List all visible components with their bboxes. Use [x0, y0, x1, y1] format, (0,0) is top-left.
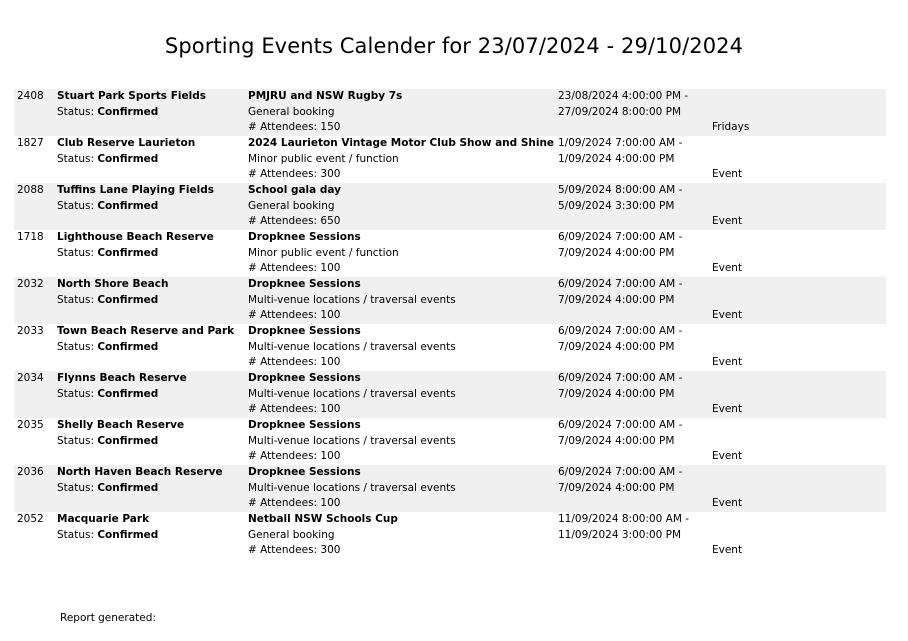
status-label: Status: — [57, 434, 98, 447]
end-datetime: 11/09/2024 3:00:00 PM — [558, 528, 682, 541]
start-datetime: 1/09/2024 7:00:00 AM - — [558, 137, 683, 149]
booking-type: Multi-venue locations / traversal events — [248, 293, 456, 306]
venue-name: North Shore Beach — [57, 278, 169, 290]
event-type: Event — [712, 403, 743, 415]
event-name: 2024 Laurieton Vintage Motor Club Show and Shine — [248, 137, 555, 149]
event-name: PMJRU and NSW Rugby 7s — [248, 90, 403, 102]
status-label: Status: — [57, 481, 98, 494]
venue-name: Town Beach Reserve and Park — [57, 325, 235, 337]
events-table — [14, 89, 886, 559]
event-name: Netball NSW Schools Cup — [248, 513, 398, 525]
event-type: Fridays — [712, 121, 750, 133]
venue-name: Flynns Beach Reserve — [57, 372, 187, 384]
event-type: Event — [712, 497, 743, 509]
event-cell — [248, 136, 554, 183]
venue-name: Shelly Beach Reserve — [57, 419, 185, 431]
table-row — [14, 324, 886, 371]
event-name: School gala day — [248, 184, 342, 196]
attendees: # Attendees: 300 — [248, 544, 341, 557]
status-label: Status: — [57, 340, 98, 353]
attendees: # Attendees: 100 — [248, 309, 341, 322]
date-cell — [558, 277, 682, 308]
event-type: Event — [712, 262, 743, 274]
status-value: Confirmed — [97, 246, 159, 259]
status-label: Status: — [57, 199, 98, 212]
event-id: 2035 — [17, 419, 44, 431]
booking-type: General booking — [248, 199, 335, 212]
event-type: Event — [712, 215, 743, 227]
status-value: Confirmed — [97, 481, 159, 494]
event-cell — [248, 324, 456, 371]
venue-name: Stuart Park Sports Fields — [57, 90, 206, 102]
status-line — [57, 481, 223, 497]
booking-type: General booking — [248, 105, 335, 118]
start-datetime: 6/09/2024 7:00:00 AM - — [558, 466, 683, 478]
status-value: Confirmed — [97, 434, 159, 447]
table-row — [14, 277, 886, 324]
venue-cell — [57, 89, 206, 120]
table-row — [14, 465, 886, 512]
status-line — [57, 293, 168, 309]
status-value: Confirmed — [97, 528, 159, 541]
venue-name: Tuffins Lane Playing Fields — [57, 184, 215, 196]
status-line — [57, 246, 214, 262]
start-datetime: 23/08/2024 4:00:00 PM - — [558, 90, 689, 102]
attendees: # Attendees: 100 — [248, 450, 341, 463]
event-name: Dropknee Sessions — [248, 466, 361, 478]
end-datetime: 7/09/2024 4:00:00 PM — [558, 481, 675, 494]
event-type: Event — [712, 450, 743, 462]
venue-cell — [57, 465, 223, 496]
attendees: # Attendees: 100 — [248, 356, 341, 369]
date-cell — [558, 89, 688, 120]
event-name: Dropknee Sessions — [248, 325, 361, 337]
start-datetime: 6/09/2024 7:00:00 AM - — [558, 325, 683, 337]
status-label: Status: — [57, 105, 98, 118]
date-cell — [558, 418, 682, 449]
end-datetime: 7/09/2024 4:00:00 PM — [558, 293, 675, 306]
report-title: Sporting Events Calender for 23/07/2024 - 29/10/2024 — [164, 34, 744, 58]
end-datetime: 1/09/2024 4:00:00 PM — [558, 152, 675, 165]
status-line — [57, 199, 214, 215]
date-cell — [558, 136, 682, 167]
event-id: 2408 — [17, 90, 44, 102]
date-cell — [558, 183, 682, 214]
event-cell — [248, 183, 341, 230]
event-id: 2034 — [17, 372, 44, 384]
start-datetime: 11/09/2024 8:00:00 AM - — [558, 513, 690, 525]
start-datetime: 6/09/2024 7:00:00 AM - — [558, 278, 683, 290]
status-value: Confirmed — [97, 340, 159, 353]
table-row — [14, 183, 886, 230]
start-datetime: 6/09/2024 7:00:00 AM - — [558, 372, 683, 384]
end-datetime: 5/09/2024 3:30:00 PM — [558, 199, 675, 212]
booking-type: Multi-venue locations / traversal events — [248, 434, 456, 447]
status-value: Confirmed — [97, 387, 159, 400]
table-row — [14, 136, 886, 183]
event-id: 2036 — [17, 466, 44, 478]
end-datetime: 7/09/2024 4:00:00 PM — [558, 387, 675, 400]
status-value: Confirmed — [97, 105, 159, 118]
end-datetime: 7/09/2024 4:00:00 PM — [558, 340, 675, 353]
date-cell — [558, 230, 682, 261]
event-name: Dropknee Sessions — [248, 419, 361, 431]
date-cell — [558, 324, 682, 355]
venue-cell — [57, 183, 214, 214]
status-line — [57, 387, 187, 403]
booking-type: Minor public event / function — [248, 246, 399, 259]
table-row — [14, 512, 886, 559]
venue-name: Macquarie Park — [57, 513, 150, 525]
event-cell — [248, 230, 399, 277]
event-cell — [248, 512, 398, 559]
attendees: # Attendees: 100 — [248, 403, 341, 416]
venue-cell — [57, 277, 168, 308]
event-type: Event — [712, 309, 743, 321]
table-row — [14, 371, 886, 418]
event-id: 1827 — [17, 137, 44, 149]
start-datetime: 6/09/2024 7:00:00 AM - — [558, 231, 683, 243]
table-row — [14, 418, 886, 465]
attendees: # Attendees: 650 — [248, 215, 341, 228]
event-cell — [248, 89, 402, 136]
event-id: 2032 — [17, 278, 44, 290]
date-cell — [558, 512, 689, 543]
status-line — [57, 528, 158, 544]
start-datetime: 6/09/2024 7:00:00 AM - — [558, 419, 683, 431]
event-type: Event — [712, 168, 743, 180]
table-row — [14, 89, 886, 136]
booking-type: General booking — [248, 528, 335, 541]
venue-cell — [57, 324, 234, 355]
status-line — [57, 434, 184, 450]
booking-type: Multi-venue locations / traversal events — [248, 340, 456, 353]
status-line — [57, 152, 195, 168]
venue-name: North Haven Beach Reserve — [57, 466, 223, 478]
event-name: Dropknee Sessions — [248, 278, 361, 290]
status-value: Confirmed — [97, 199, 159, 212]
status-label: Status: — [57, 293, 98, 306]
date-cell — [558, 371, 682, 402]
event-name: Dropknee Sessions — [248, 372, 361, 384]
status-value: Confirmed — [97, 152, 159, 165]
venue-name: Club Reserve Laurieton — [57, 137, 196, 149]
end-datetime: 7/09/2024 4:00:00 PM — [558, 434, 675, 447]
venue-cell — [57, 512, 158, 543]
attendees: # Attendees: 300 — [248, 168, 341, 181]
venue-cell — [57, 230, 214, 261]
status-value: Confirmed — [97, 293, 159, 306]
status-label: Status: — [57, 152, 98, 165]
event-type: Event — [712, 544, 743, 556]
event-cell — [248, 465, 456, 512]
status-label: Status: — [57, 246, 98, 259]
attendees: # Attendees: 150 — [248, 121, 341, 134]
event-id: 2033 — [17, 325, 44, 337]
event-cell — [248, 277, 456, 324]
event-id: 2052 — [17, 513, 44, 525]
booking-type: Multi-venue locations / traversal events — [248, 387, 456, 400]
status-label: Status: — [57, 528, 98, 541]
report-generated-label: Report generated: — [60, 612, 156, 624]
venue-name: Lighthouse Beach Reserve — [57, 231, 214, 243]
event-type: Event — [712, 356, 743, 368]
status-label: Status: — [57, 387, 98, 400]
attendees: # Attendees: 100 — [248, 262, 341, 275]
event-name: Dropknee Sessions — [248, 231, 361, 243]
venue-cell — [57, 418, 184, 449]
attendees: # Attendees: 100 — [248, 497, 341, 510]
event-cell — [248, 371, 456, 418]
venue-cell — [57, 371, 187, 402]
start-datetime: 5/09/2024 8:00:00 AM - — [558, 184, 683, 196]
status-line — [57, 340, 234, 356]
event-id: 1718 — [17, 231, 44, 243]
date-cell — [558, 465, 682, 496]
event-id: 2088 — [17, 184, 44, 196]
venue-cell — [57, 136, 195, 167]
end-datetime: 7/09/2024 4:00:00 PM — [558, 246, 675, 259]
booking-type: Multi-venue locations / traversal events — [248, 481, 456, 494]
table-row — [14, 230, 886, 277]
end-datetime: 27/09/2024 8:00:00 PM — [558, 105, 682, 118]
booking-type: Minor public event / function — [248, 152, 399, 165]
status-line — [57, 105, 206, 121]
event-cell — [248, 418, 456, 465]
